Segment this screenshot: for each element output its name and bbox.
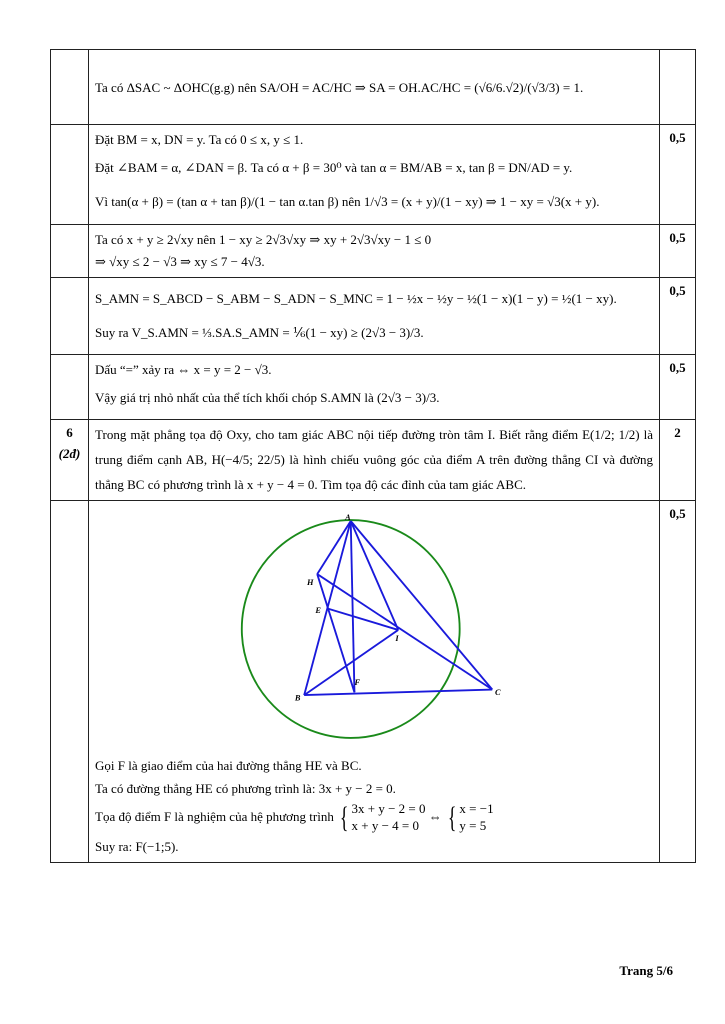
row-area-line2: Suy ra V_S.AMN = ⅓.SA.S_AMN = ⅙(1 − xy) ≥ (2√3 − 3)/3. [95,324,424,340]
segment-ei [327,609,398,630]
solution-table [50,49,696,863]
segment-bc [304,690,492,696]
segment-ci [317,575,492,690]
row-xy-line1: Ta có x + y ≥ 2√xy nên 1 − xy ≥ 2√3√xy ⇒ xy + 2√3√xy − 1 ≤ 0 [95,231,432,247]
problem-statement: Trong mặt phẳng tọa độ Oxy, cho tam giác ABC nội tiếp đường tròn tâm I. Biết rằng điểm E(1/2; 1/2) là trung điểm cạnh AB, H(−4/5; 22/5) là hình chiếu vuông góc của điểm A trên đường thẳng CI và đường thẳng BC có phương trình là x + y − 4 = 0. Tìm tọa độ các đỉnh của tam giác ABC. [89,420,660,501]
row-min [51,355,696,420]
row-xy-line2: ⇒ √xy ≤ 2 − √3 ⇒ xy ≤ 7 − 4√3. [95,253,265,269]
row-tan-score: 0,5 [660,125,696,224]
sys-left-eq2: x + y − 4 = 0 [351,817,419,833]
sys-right-eq2: y = 5 [459,817,487,833]
sys-left-eq1: 3x + y − 2 = 0 [351,800,426,816]
segment-hf [317,575,354,693]
label-c: C [495,688,501,698]
row-min-line2: Vậy giá trị nhỏ nhất của thể tích khối chóp S.AMN là (2√3 − 3)/3. [95,390,440,406]
segment-ai [351,521,398,630]
row-xy [51,224,696,277]
sol-line4: Suy ra: F(−1;5). [95,838,179,854]
row-sa [51,50,696,125]
solution6-row [51,501,696,862]
row-xy-score: 0,5 [660,224,696,277]
sol-line3: Tọa độ điểm F là nghiệm của hệ phương trình [95,808,334,824]
row-area-score: 0,5 [660,277,696,354]
solution6-score: 0,5 [660,501,696,862]
system-right: { x = −1 y = 5 [447,800,494,834]
problem-number: 6 [66,425,73,441]
row-tan-line3: Vì tan(α + β) = (tan α + tan β)/(1 − tan α.tan β) nên 1/√3 = (x + y)/(1 − xy) ⇒ 1 − xy = √3(x + y). [95,194,600,210]
problem6-row [51,420,696,501]
label-e: E [315,606,321,616]
row-tan-line1: Đặt BM = x, DN = y. Ta có 0 ≤ x, y ≤ 1. [95,132,304,148]
system-left: { 3x + y − 2 = 0 x + y − 4 = 0 [339,800,426,834]
sol-line2: Ta có đường thẳng HE có phương trình là: 3x + y − 2 = 0. [95,780,396,796]
sol-line1: Gọi F là giao điểm của hai đường thẳng HE và BC. [95,758,362,774]
row-sa-score [660,50,696,125]
row-sa-content [89,50,660,125]
problem-score: 2 [660,420,696,501]
segment-af [351,521,355,692]
label-b: B [294,694,301,704]
row-min-line1: Dấu “=” xảy ra ⇔ x = y = 2 − √3. [95,362,272,378]
segment-ah [317,521,351,574]
geometry-figure [239,504,509,754]
row-sa-text: Ta có ΔSAC ~ ΔOHC(g.g) nên SA/OH = AC/HC ⇒ SA = OH.AC/HC = (√6/6.√2)/(√3/3) = 1. [95,80,584,95]
label-h: H [306,578,314,588]
row-min-score: 0,5 [660,355,696,420]
label-i: I [395,634,399,644]
row-tan [51,125,696,224]
label-f: F [354,678,361,688]
sol-line3-wrap: Tọa độ điểm F là nghiệm của hệ phương trình { 3x + y − 2 = 0 x + y − 4 = 0 ⇔ { x = −1 y = 5 [95,800,494,834]
label-a: A [345,513,351,523]
row-area-line1: S_AMN = S_ABCD − S_ABM − S_ADN − S_MNC = 1 − ½x − ½y − ½(1 − x)(1 − y) = ½(1 − xy). [95,290,617,306]
row-tan-line2: Đặt ∠BAM = α, ∠DAN = β. Ta có α + β = 30⁰ và tan α = BM/AB = x, tan β = DN/AD = y. [95,160,573,176]
page-number: Trang 5/6 [619,963,673,978]
row-area [51,277,696,354]
problem-points: (2đ) [58,445,81,461]
sys-right-eq1: x = −1 [459,800,494,816]
